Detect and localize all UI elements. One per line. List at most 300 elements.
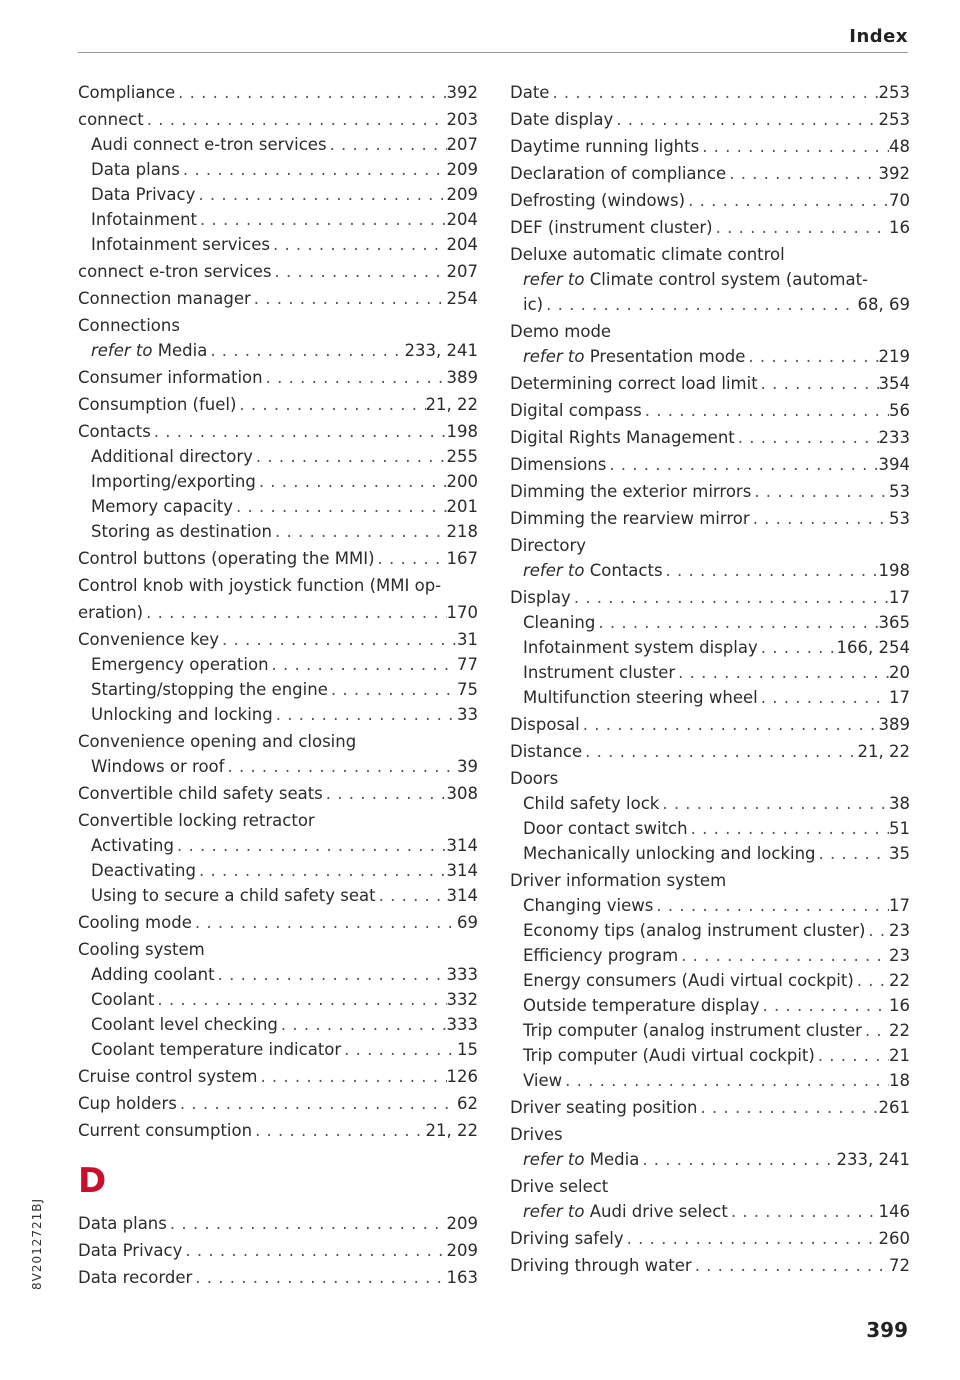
index-term: Deluxe automatic climate control <box>510 245 785 264</box>
index-entry-label <box>91 444 253 469</box>
refer-to-label: refer to <box>523 270 585 289</box>
page-reference: 170 <box>446 603 478 622</box>
index-term: Display <box>510 588 571 607</box>
index-term: Climate control system (automat- <box>589 270 869 289</box>
index-entry-label <box>523 558 663 583</box>
page-reference: 72 <box>889 1256 910 1275</box>
page-reference: 16 <box>889 218 910 237</box>
dot-leader <box>699 134 889 159</box>
dot-leader <box>197 207 446 232</box>
index-term: Media <box>589 1150 640 1169</box>
index-entry-label <box>91 207 197 232</box>
index-entry <box>510 1095 910 1120</box>
index-entry <box>78 207 478 232</box>
dot-leader <box>219 627 457 652</box>
index-term: Efficiency program <box>523 946 679 965</box>
index-term: Door contact switch <box>523 819 688 838</box>
page-reference: 31 <box>457 630 478 649</box>
index-entry <box>78 573 478 598</box>
dot-leader <box>678 943 889 968</box>
index-entry <box>510 134 910 159</box>
page-reference: 200 <box>446 472 478 491</box>
dot-leader <box>659 791 889 816</box>
index-entry-label <box>510 319 611 344</box>
index-entry <box>510 1174 910 1199</box>
page-reference: 48 <box>889 137 910 156</box>
index-entry <box>510 558 910 583</box>
dot-leader <box>642 398 889 423</box>
dot-leader <box>207 338 404 363</box>
index-entry-label <box>510 398 642 423</box>
page-reference: 198 <box>446 422 478 441</box>
page-reference: 207 <box>446 262 478 281</box>
index-term: Changing views <box>523 896 654 915</box>
page-reference: 201 <box>446 497 478 516</box>
index-entry <box>78 883 478 908</box>
index-entry-label <box>78 107 144 132</box>
dot-leader <box>270 232 447 257</box>
dot-leader <box>195 182 446 207</box>
index-entry-label <box>91 132 327 157</box>
index-term: Emergency operation <box>91 655 269 674</box>
index-entry <box>510 1018 910 1043</box>
refer-to-label: refer to <box>523 1202 585 1221</box>
index-column-left <box>78 78 478 1290</box>
page-reference: 21, 22 <box>857 742 910 761</box>
index-term: Coolant level checking <box>91 1015 278 1034</box>
index-term: Cooling mode <box>78 913 192 932</box>
dot-leader <box>713 215 889 240</box>
dot-leader <box>624 1226 879 1251</box>
index-entry-label <box>91 858 196 883</box>
index-entry <box>510 506 910 531</box>
page-reference: 70 <box>889 191 910 210</box>
page-reference: 204 <box>446 235 478 254</box>
index-entry <box>510 80 910 105</box>
dot-leader <box>196 858 447 883</box>
index-entry <box>510 319 910 344</box>
index-entry-label <box>523 816 688 841</box>
index-entry-label <box>510 533 586 558</box>
index-term: Digital Rights Management <box>510 428 735 447</box>
dot-leader <box>745 344 878 369</box>
page-reference: 163 <box>446 1268 478 1287</box>
page-reference: 219 <box>878 347 910 366</box>
index-entry-label <box>78 937 205 962</box>
index-term: Connections <box>78 316 180 335</box>
index-entry <box>510 215 910 240</box>
index-entry <box>510 425 910 450</box>
index-entry <box>510 660 910 685</box>
index-term: Windows or roof <box>91 757 225 776</box>
index-term: Consumer information <box>78 368 263 387</box>
page-reference: 261 <box>878 1098 910 1117</box>
index-term: Current consumption <box>78 1121 253 1140</box>
index-term: Date <box>510 83 550 102</box>
index-term: Convertible child safety seats <box>78 784 323 803</box>
dot-leader <box>154 987 446 1012</box>
page-reference: 218 <box>446 522 478 541</box>
index-entry-label <box>523 635 758 660</box>
index-entry <box>510 943 910 968</box>
index-entry-label <box>91 1037 341 1062</box>
index-entry <box>510 993 910 1018</box>
page-reference: 254 <box>446 289 478 308</box>
side-document-code <box>30 1197 44 1380</box>
index-term: Data plans <box>78 1214 167 1233</box>
index-entry <box>78 833 478 858</box>
page-reference: 22 <box>889 1021 910 1040</box>
section-letter-d: D <box>78 1161 107 1201</box>
index-entry <box>78 419 478 444</box>
index-term: Multifunction steering wheel <box>523 688 758 707</box>
index-entry <box>510 968 910 993</box>
index-entry-label <box>510 1122 563 1147</box>
index-entry-label <box>78 1211 167 1236</box>
index-term: Dimming the rearview mirror <box>510 509 750 528</box>
page-reference: 39 <box>457 757 478 776</box>
page-reference: 389 <box>878 715 910 734</box>
index-term: Child safety lock <box>523 794 660 813</box>
dot-leader <box>278 1012 447 1037</box>
index-term: Importing/exporting <box>91 472 256 491</box>
index-entry <box>510 1068 910 1093</box>
index-entry <box>78 519 478 544</box>
index-entry-label <box>510 1253 692 1278</box>
index-entry <box>510 161 910 186</box>
index-list-d-left <box>78 1211 478 1290</box>
index-term: DEF (instrument cluster) <box>510 218 713 237</box>
dot-leader <box>688 816 889 841</box>
page-reference: 21, 22 <box>425 1121 478 1140</box>
index-entry <box>510 610 910 635</box>
index-entry-label <box>523 918 865 943</box>
page-reference: 21, 22 <box>425 395 478 414</box>
index-entry-label <box>78 910 192 935</box>
index-entry-label <box>510 80 549 105</box>
index-entry-label <box>510 712 580 737</box>
page-reference: 16 <box>889 996 910 1015</box>
index-entry <box>78 1118 478 1143</box>
dot-leader <box>582 739 857 764</box>
index-term: Presentation mode <box>589 347 746 366</box>
header-rule <box>78 52 908 53</box>
index-term: ic) <box>523 295 544 314</box>
index-entry <box>510 452 910 477</box>
index-term: Compliance <box>78 83 176 102</box>
index-entry-label <box>91 1012 278 1037</box>
index-entry-label <box>78 729 356 754</box>
index-term: Cleaning <box>523 613 596 632</box>
index-entry-label <box>510 425 735 450</box>
index-entry <box>78 910 478 935</box>
dot-leader <box>758 685 889 710</box>
dot-leader <box>376 883 447 908</box>
index-entry <box>510 267 910 292</box>
dot-leader <box>653 893 889 918</box>
index-entry-label <box>91 962 215 987</box>
index-entry-label <box>523 660 675 685</box>
index-entry-label <box>510 766 558 791</box>
index-term: Disposal <box>510 715 580 734</box>
index-entry <box>78 286 478 311</box>
page-reference: 365 <box>878 613 910 632</box>
index-entry <box>78 157 478 182</box>
index-entry <box>78 987 478 1012</box>
dot-leader <box>549 80 878 105</box>
index-term: Consumption (fuel) <box>78 395 237 414</box>
index-term: Convenience opening and closing <box>78 732 357 751</box>
index-term: connect <box>78 110 144 129</box>
index-entry-label <box>523 1068 562 1093</box>
index-term: Distance <box>510 742 583 761</box>
dot-leader <box>816 841 889 866</box>
index-term: Directory <box>510 536 587 555</box>
dot-leader <box>167 1211 447 1236</box>
index-term: Dimming the exterior mirrors <box>510 482 752 501</box>
dot-leader <box>192 1265 446 1290</box>
index-entry <box>510 533 910 558</box>
page-reference: 233, 241 <box>404 341 478 360</box>
page-reference: 209 <box>446 160 478 179</box>
index-entry-label <box>91 677 328 702</box>
dot-leader <box>236 392 425 417</box>
page-reference: 203 <box>446 110 478 129</box>
dot-leader <box>180 157 447 182</box>
index-entry <box>510 918 910 943</box>
page-reference: 15 <box>457 1040 478 1059</box>
index-entry-label <box>91 754 224 779</box>
dot-leader <box>865 918 889 943</box>
dot-leader <box>675 660 889 685</box>
dot-leader <box>256 469 447 494</box>
page-reference: 21 <box>889 1046 910 1065</box>
page-reference: 51 <box>889 819 910 838</box>
refer-to-label: refer to <box>91 341 153 360</box>
index-entry-label <box>78 546 375 571</box>
index-entry-label <box>78 600 143 625</box>
index-term: Data Privacy <box>78 1241 183 1260</box>
index-entry <box>78 1091 478 1116</box>
index-entry-label <box>78 1118 252 1143</box>
index-entry <box>78 1238 478 1263</box>
page-reference: 56 <box>889 401 910 420</box>
dot-leader <box>272 259 447 284</box>
dot-leader <box>192 910 457 935</box>
dot-leader <box>251 286 447 311</box>
index-entry-label <box>91 469 256 494</box>
index-term: eration) <box>78 603 144 622</box>
page-reference: 33 <box>457 705 478 724</box>
index-entry-label <box>510 188 685 213</box>
index-term: Additional directory <box>91 447 253 466</box>
index-entry-label <box>78 392 236 417</box>
page-reference: 77 <box>457 655 478 674</box>
index-entry-label <box>91 702 273 727</box>
index-entry <box>78 702 478 727</box>
dot-leader <box>606 452 878 477</box>
page-reference: 17 <box>889 688 910 707</box>
index-term: Coolant <box>91 990 155 1009</box>
page-reference: 209 <box>446 185 478 204</box>
index-term: Digital compass <box>510 401 642 420</box>
page-reference: 253 <box>878 83 910 102</box>
index-entry-label <box>510 1095 697 1120</box>
index-term: Drives <box>510 1125 563 1144</box>
dot-leader <box>257 1064 446 1089</box>
page-reference: 126 <box>446 1067 478 1086</box>
index-entry-label <box>510 107 613 132</box>
dot-leader <box>580 712 879 737</box>
index-entry-label <box>523 685 758 710</box>
index-entry-label <box>523 292 543 317</box>
index-term: Driver seating position <box>510 1098 698 1117</box>
dot-leader <box>685 188 889 213</box>
index-term: Outside temperature display <box>523 996 760 1015</box>
page-reference: 314 <box>446 861 478 880</box>
index-entry <box>510 868 910 893</box>
index-entry-label <box>510 506 750 531</box>
index-entry <box>510 292 910 317</box>
index-entry-label <box>91 519 272 544</box>
dot-leader <box>327 132 447 157</box>
index-entry <box>78 182 478 207</box>
index-term: Driver information system <box>510 871 727 890</box>
index-term: Memory capacity <box>91 497 234 516</box>
index-term: Instrument cluster <box>523 663 676 682</box>
index-entry-label <box>510 371 758 396</box>
page-reference: 38 <box>889 794 910 813</box>
index-entry-label <box>523 1018 862 1043</box>
index-entry-label <box>78 259 272 284</box>
index-entry <box>78 444 478 469</box>
index-term: Adding coolant <box>91 965 215 984</box>
page-reference: 308 <box>446 784 478 803</box>
index-entry <box>510 371 910 396</box>
refer-to-label: refer to <box>523 1150 585 1169</box>
index-term: Contacts <box>78 422 151 441</box>
dot-leader <box>174 833 447 858</box>
index-entry <box>510 841 910 866</box>
index-term: Connection manager <box>78 289 251 308</box>
index-term: Infotainment system display <box>523 638 758 657</box>
index-entry <box>78 469 478 494</box>
dot-leader <box>595 610 878 635</box>
index-term: Coolant temperature indicator <box>91 1040 342 1059</box>
index-term: Drive select <box>510 1177 609 1196</box>
dot-leader <box>269 652 457 677</box>
index-entry <box>510 188 910 213</box>
index-entry-label <box>510 1226 624 1251</box>
index-entry-label <box>78 1238 182 1263</box>
index-entry <box>510 398 910 423</box>
page-reference: 207 <box>446 135 478 154</box>
index-term: Cooling system <box>78 940 205 959</box>
index-entry <box>78 962 478 987</box>
index-entry-label <box>510 242 785 267</box>
index-entry <box>78 1012 478 1037</box>
page-reference: 392 <box>878 164 910 183</box>
index-entry-label <box>78 80 175 105</box>
index-entry <box>78 652 478 677</box>
page-reference: 233, 241 <box>836 1150 910 1169</box>
page-reference: 23 <box>889 946 910 965</box>
index-entry-label <box>523 993 760 1018</box>
index-term: Demo mode <box>510 322 612 341</box>
index-entry-label <box>78 573 441 598</box>
index-entry-label <box>510 215 713 240</box>
page-number: 399 <box>866 1318 908 1342</box>
index-entry <box>78 729 478 754</box>
index-entry <box>78 80 478 105</box>
dot-leader <box>758 371 879 396</box>
dot-leader <box>233 494 446 519</box>
index-entry-label <box>510 868 726 893</box>
index-entry-label <box>523 1147 639 1172</box>
dot-leader <box>215 962 447 987</box>
index-entry-label <box>91 833 174 858</box>
index-term: Media <box>157 341 208 360</box>
index-entry <box>510 585 910 610</box>
dot-leader <box>143 600 446 625</box>
page-reference: 53 <box>889 509 910 528</box>
index-term: Using to secure a child safety seat <box>91 886 376 905</box>
index-term: Economy tips (analog instrument cluster) <box>523 921 866 940</box>
dot-leader <box>862 1018 889 1043</box>
index-term: Deactivating <box>91 861 196 880</box>
page-reference: 22 <box>889 971 910 990</box>
index-term: Control knob with joystick function (MMI op- <box>78 576 442 595</box>
index-entry <box>78 365 478 390</box>
index-entry-label <box>78 808 315 833</box>
index-entry <box>78 132 478 157</box>
index-entry <box>510 791 910 816</box>
index-term: Data plans <box>91 160 180 179</box>
index-entry-label <box>523 943 678 968</box>
index-term: Dimensions <box>510 455 607 474</box>
dot-leader <box>272 519 447 544</box>
page-reference: 166, 254 <box>836 638 910 657</box>
index-term: View <box>523 1071 563 1090</box>
page-reference: 53 <box>889 482 910 501</box>
index-entry-label <box>91 652 269 677</box>
side-code-text: 8V2012721BJ <box>30 1197 44 1290</box>
dot-leader <box>224 754 457 779</box>
dot-leader <box>751 479 889 504</box>
index-entry-label <box>78 1265 192 1290</box>
dot-leader <box>735 425 879 450</box>
index-entry <box>510 635 910 660</box>
index-entry-label <box>523 893 653 918</box>
index-entry <box>510 685 910 710</box>
index-entry <box>78 259 478 284</box>
page-reference: 394 <box>878 455 910 474</box>
index-entry-label <box>523 791 659 816</box>
index-entry-label <box>510 452 606 477</box>
index-entry-label <box>78 627 219 652</box>
index-entry-label <box>78 419 151 444</box>
page-reference: 332 <box>446 990 478 1009</box>
index-entry-label <box>510 161 726 186</box>
page-reference: 253 <box>878 110 910 129</box>
index-entry <box>510 1253 910 1278</box>
page-reference: 392 <box>446 83 478 102</box>
index-entry <box>510 107 910 132</box>
index-entry-label <box>91 494 233 519</box>
dot-leader <box>750 506 889 531</box>
index-entry-label <box>510 134 699 159</box>
page-reference: 146 <box>878 1202 910 1221</box>
